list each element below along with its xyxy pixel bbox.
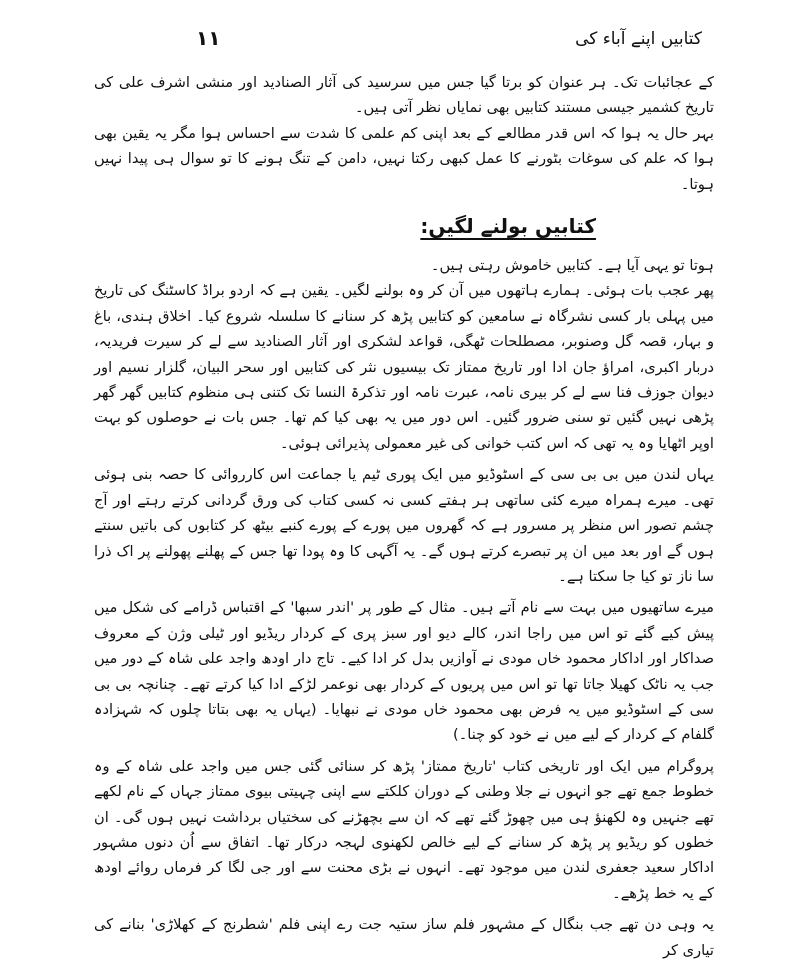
paragraph: یہاں لندن میں بی بی سی کے اسٹوڈیو میں ایک پوری ٹیم یا جماعت اس کارروائی کا حصہ بنی ہوئی تھی۔ میرے ہمراہ میرے کئی ساتھی ہر ہفتے کسی نہ کسی کتاب کی ورق گردانی کرتے رہتے اور آج چشم تصور اس منظر پر مسرور ہے کہ گھروں میں پورے کے پورے کنبے بیٹھ کر کتابوں کی باتیں سنتے ہوں گے اور بعد میں ان پر تبصرے کرتے ہوں گے۔ یہ آگہی کا وہ پودا تھا جس کے پھلنے پھولنے پر اک ذرا سا ناز تو کیا جا سکتا ہے۔ (94, 466, 714, 585)
paragraph: پروگرام میں ایک اور تاریخی کتاب 'تاریخ ممتاز' پڑھ کر سنائی گئی جس میں واجد علی شاہ کے وہ خطوط جمع تھے جو انہوں نے جلا وطنی کے دوران کلکتے سے اپنی چہیتی بیوی ممتاز جہاں کے نام لکھے تھے جنہیں وہ لکھنؤ ہی میں چھوڑ گئے تھے کہ ان سے بچھڑنے کی سختیاں برداشت نہیں ہوں گی۔ ان خطوں کو ریڈیو پر پڑھ کر سنانے کے لیے خالص لکھنوی لہجہ درکار تھا۔ اتفاق سے اُن دنوں مشہور اداکار سعید جعفری لندن میں موجود تھے۔ انہوں نے بڑی محنت سے اور جی لگا کر فرماں روائے اودھ کے یہ خط پڑھے۔ (94, 757, 714, 902)
section-heading: کتابیں بولنے لگیں: (420, 214, 596, 239)
paragraph: ہوتا تو یہی آیا ہے۔ کتابیں خاموش رہتی ہیں۔ (430, 257, 714, 275)
page-number: ١١ (196, 26, 221, 50)
paragraph: بہر حال یہ ہوا کہ اس قدر مطالعے کے بعد اپنی کم علمی کا شدت سے احساس ہوا مگر یہ یقین بھی ہوا کہ علم کی سوغات بٹورنے کا عمل کبھی رکتا نہیں، دامن کے تنگ ہونے کا تو سوال ہی پیدا نہیں ہوتا۔ (94, 124, 714, 193)
paragraph: میرے ساتھیوں میں بہت سے نام آتے ہیں۔ مثال کے طور پر 'اندر سبھا' کے اقتباس ڈرامے کی شکل میں پیش کیے گئے تو اس میں راجا اندر، کالے دیو اور سبز پری کے کردار ریڈیو اور ٹیلی وژن کے معروف صداکار اور اداکار محمود خاں مودی نے آوازیں بدل کر ادا کیے۔ تاج دار اودھ واجد علی شاہ کے دور میں جب یہ ناٹک کھیلا جاتا تھا تو اس میں پریوں کے کردار بھی نوعمر لڑکے ادا کیا کرتے تھے۔ چنانچہ بی بی سی کے اسٹوڈیو میں یہ فرض بھی محمود خاں مودی نے نبھایا۔ (یہاں یہ بھی بتاتا چلوں کہ شہزادہ گلفام کے کردار کے لیے میں نے خود کو چنا۔) (94, 599, 714, 744)
paragraph: پھر عجب بات ہوئی۔ ہمارے ہاتھوں میں آن کر وہ بولنے لگیں۔ یقین ہے کہ اردو براڈ کاسٹنگ کی تاریخ میں پہلی بار کسی نشرگاہ نے سامعین کو کتابیں پڑھ کر سنانے کا سلسلہ شروع کیا۔ اخلاق ہندی، باغ و بہار، قصہ گل وصنوبر، مصطلحات ٹھگی، قواعد لشکری اور آثار الصنادید سے لے کر سیرت فریدیہ، دربار اکبری، امراؤ جان ادا اور تاریخ ممتاز تک بیسیوں نثر کی کتابیں اور سحر البیان، گلزار نسیم اور دیوان جوزف فنا سے لے کر بیری نامہ، عبرت نامہ اور تذکرۃ النسا تک کتنی ہی منظوم کتابیں گھر گھر پڑھی نہیں گئیں تو سنی ضرور گئیں۔ اس دور میں یہ بھی کیا کم تھا۔ جس بات نے حوصلوں کو بہت اوپر اٹھایا وہ یہ تھی کہ اس کتب خوانی کی غیر معمولی پذیرائی ہوئی۔ (94, 282, 714, 452)
running-title: کتابیں اپنے آباء کی (575, 29, 702, 49)
page-body (94, 70, 714, 963)
paragraph: کے عجائبات تک۔ ہر عنوان کو برتا گیا جس میں سرسید کی آثار الصنادید اور منشی اشرف علی کی تاریخ کشمیر جیسی مستند کتابیں بھی نمایاں نظر آتی ہیں۔ (94, 74, 714, 117)
paragraph: یہ وہی دن تھے جب بنگال کے مشہور فلم ساز ستیہ جت رے اپنی فلم 'شطرنج کے کھلاڑی' بنانے کی تیاری کر (94, 916, 714, 959)
